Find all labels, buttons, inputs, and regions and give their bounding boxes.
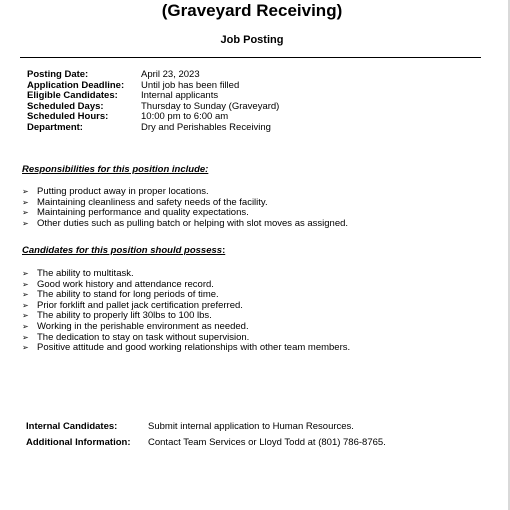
detail-label: Eligible Candidates: (27, 90, 118, 102)
arrow-bullet-icon: ➢ (22, 197, 29, 207)
list-item-text: Working in the perishable environment as needed. (37, 320, 249, 332)
list-item-text: Prior forklift and pallet jack certification preferred. (37, 299, 243, 311)
list-item-text: The dedication to stay on task without supervision. (37, 331, 250, 343)
arrow-bullet-icon: ➢ (22, 300, 29, 310)
list-item (22, 187, 348, 198)
detail-label: Department: (27, 121, 83, 133)
arrow-bullet-icon: ➢ (22, 218, 29, 228)
responsibilities-list (22, 187, 348, 229)
footer-value: Submit internal application to Human Resources. (148, 421, 354, 432)
footer-row-additional-information (26, 437, 386, 449)
list-item-text: The ability to properly lift 30lbs to 100 lbs. (37, 310, 212, 322)
list-item-text: The ability to stand for long periods of time. (37, 289, 219, 301)
detail-value: Internal applicants (141, 90, 219, 102)
list-item (22, 343, 350, 354)
arrow-bullet-icon: ➢ (22, 332, 29, 342)
list-item-text: Positive attitude and good working relationships with other team members. (37, 342, 351, 354)
detail-label: Application Deadline: (27, 79, 125, 91)
arrow-bullet-icon: ➢ (22, 321, 29, 331)
list-item-text: Other duties such as pulling batch or helping with slot moves as assigned. (37, 217, 349, 229)
header-divider (20, 57, 481, 58)
contact-info (26, 421, 386, 453)
document-subtitle: Job Posting (220, 34, 284, 46)
footer-value: Contact Team Services or Lloyd Todd at (801) 786-8765. (148, 437, 386, 448)
list-item (22, 322, 350, 333)
list-item-text: Putting product away in proper locations. (37, 186, 209, 197)
qualifications-heading-text: Candidates for this position should possess (22, 245, 223, 256)
qualifications-heading-colon: : (222, 245, 226, 256)
list-item-text: Maintaining performance and quality expectations. (37, 207, 249, 219)
list-item (22, 269, 350, 280)
detail-label: Posting Date: (27, 69, 89, 80)
arrow-bullet-icon: ➢ (22, 343, 29, 353)
footer-label: Additional Information: (26, 437, 131, 448)
job-details (27, 70, 279, 134)
arrow-bullet-icon: ➢ (22, 208, 29, 218)
detail-value: 10:00 pm to 6:00 am (141, 111, 229, 123)
list-item-text: Good work history and attendance record. (37, 278, 214, 290)
job-title: (Graveyard Receiving) (161, 1, 343, 20)
footer-label: Internal Candidates: (26, 421, 118, 432)
qualifications-heading (22, 245, 225, 257)
detail-row-department (27, 123, 279, 134)
arrow-bullet-icon: ➢ (22, 269, 29, 278)
qualifications-list (22, 269, 350, 354)
list-item (22, 219, 348, 230)
footer-row-internal-candidates (26, 421, 386, 433)
detail-label: Scheduled Days: (27, 100, 104, 112)
detail-row-posting-date (27, 70, 279, 81)
detail-value: Dry and Perishables Receiving (141, 121, 271, 133)
detail-value: Until job has been filled (141, 79, 240, 91)
responsibilities-heading: Responsibilities for this position include: (22, 164, 209, 175)
detail-value: Thursday to Sunday (Graveyard) (141, 100, 280, 112)
list-item-text: Maintaining cleanliness and safety needs of the facility. (37, 196, 268, 208)
arrow-bullet-icon: ➢ (22, 187, 29, 196)
list-item-text: The ability to multitask. (37, 268, 134, 279)
detail-label: Scheduled Hours: (27, 111, 109, 123)
arrow-bullet-icon: ➢ (22, 279, 29, 289)
arrow-bullet-icon: ➢ (22, 290, 29, 300)
detail-value: April 23, 2023 (141, 69, 200, 80)
arrow-bullet-icon: ➢ (22, 311, 29, 321)
